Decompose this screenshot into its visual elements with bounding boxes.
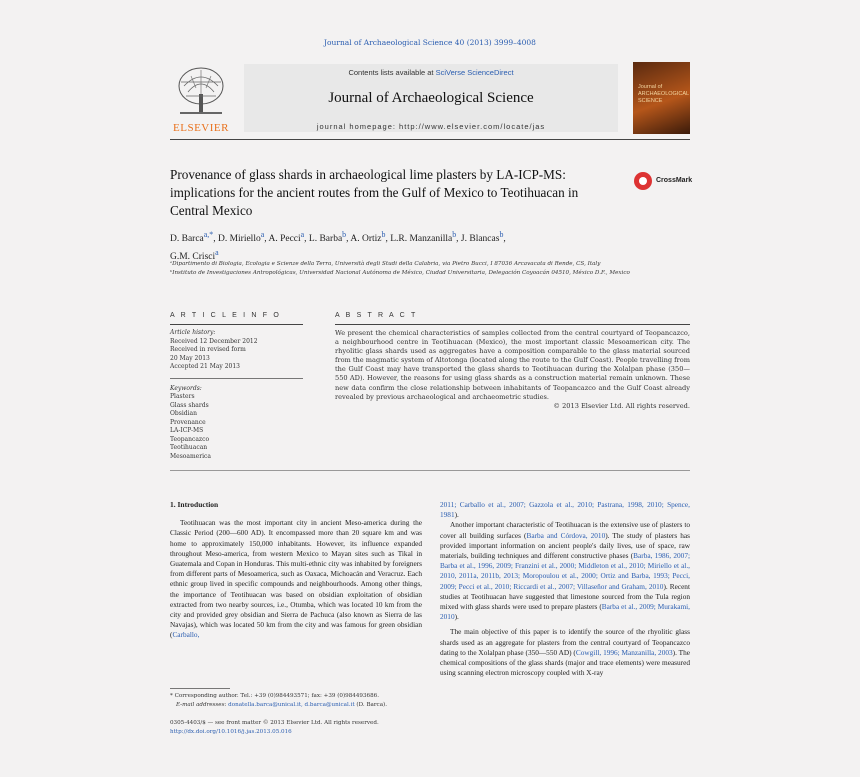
author[interactable]: D. Barca$^{a,*}$ (170, 230, 214, 245)
keyword: Glass shards (170, 401, 209, 409)
body-right-column (440, 500, 690, 678)
email-link[interactable]: donatella.barca@unical.it, d.barca@unical.it (228, 701, 355, 708)
keywords-label: Keywords: (170, 384, 202, 392)
affiliations (170, 260, 630, 278)
keyword: Provenance (170, 418, 206, 426)
keyword: Obsidian (170, 410, 197, 417)
journal-citation[interactable]: Journal of Archaeological Science 40 (2013) 3999–4008 (324, 38, 536, 47)
article-info (170, 329, 303, 461)
body-left-column (170, 500, 422, 641)
keyword: Plasters (170, 393, 195, 400)
article-info-heading: A R T I C L E I N F O (170, 312, 282, 319)
crossmark-label: CrossMark (656, 177, 693, 184)
email-line: E-mail addresses: donatella.barca@unical.it, d.barca@unical.it (D. Barca). (176, 701, 387, 708)
paragraph: 2011; Carballo et al., 2007; Gazzola et al., 2010; Pastrana, 1998, 2010; Spence, 1981). (440, 500, 690, 520)
paragraph: Teotihuacan was the most important city in ancient Meso-america during the Classic Period (200—600 AD). It encompassed more than 20 square km and was home to approximately 150,000 inhabitants. However, its influence expanded throughout Meso-america, from western Mexico to Mayan sites such as Tikal in Guatemala and Copan in Honduras. This multi-ethnic city was inhabited by foreigners from different parts of Mesoamerica, such as Oaxaca, Michoacán and Veracruz. Each ethnic group lived in specific compounds and neighbourhoods. Among other things, the importance of Teotihuacan was based on obsidian exploitation of obsidian extracted from two nearby sources, i.e., Otumba, which was located 10 km from the city and provided grey obsidian and Sierra de Pachuca (also known as Sierra de las Navajas), which was located 50 km from the city and was famous for green obsidian (Carballo, (170, 518, 422, 640)
article-info-rule (170, 324, 303, 325)
crossmark-badge[interactable] (634, 172, 694, 192)
journal-homepage[interactable]: journal homepage: http://www.elsevier.com/locate/jas (316, 122, 546, 131)
elsevier-logo[interactable] (170, 66, 232, 134)
citation-link[interactable]: Barba, 1986, 2007; Barba et al., 1996, 2009; Franzini et al., 2000; Middleton et al., 2010; Miriello et al., 2010, 2011a, 2011b, 2013; Moropoulou et al., 2000; Ortiz and Barba, 1993; Pecci, 2009; Pecci et al., 2010; Riccardi et al., 2007; Villaseñor and Graham, 2010 (440, 551, 691, 591)
corresponding-author: * Corresponding author. Tel.: +39 (0)984493571; fax: +39 (0)984493686. (170, 693, 379, 699)
paragraph: Another important characteristic of Teotihuacan is the extensive use of plasters to cover all building surfaces (Barba and Córdova, 2010). The study of plasters has provided important information on ancient people's daily lives, use of space, raw materials, building techniques and different constructive phases (Barba, 1986, 2007; Barba et al., 1996, 2009; Franzini et al., 2000; Middleton et al., 2010; Miriello et al., 2010, 2011a, 2011b, 2013; Moropoulou et al., 2000; Ortiz and Barba, 1993; Pecci, 2009; Pecci et al., 2010; Riccardi et al., 2007; Villaseñor and Graham, 2010). Recent studies at Teotihuacan have suggested that limestone sourced from the Tula region mixed with glass shards were used to prepare plasters (Barba et al., 2009; Murakami, 2010). (440, 520, 691, 622)
author[interactable]: J. Blancas$^b$ (460, 230, 504, 245)
citation-link[interactable]: Barba et al., 2009; Murakami, 2010 (440, 602, 690, 622)
article-title: Provenance of glass shards in archaeological lime plasters by LA-ICP-MS: implications for the ancient routes from the Gulf of Mexico to Teotihuacan in Central Mexico (170, 167, 579, 218)
front-matter-rule (170, 470, 690, 471)
affiliation-b: ᵇInstituto de Investigaciones Antropológicas, Universidad Nacional Autónoma de México, Ciudad Universitaria, Delegación Coyoacán 04510, México D.F., Mexico (170, 270, 630, 276)
issn-line: 0305-4403/$ — see front matter © 2013 Elsevier Ltd. All rights reserved. (170, 720, 379, 726)
elsevier-tree-icon (176, 66, 226, 116)
journal-info-box (244, 64, 618, 132)
author[interactable]: A. Ortiz$^b$ (350, 230, 386, 245)
crossmark-icon (634, 172, 652, 190)
contents-prefix: Contents lists available at (348, 68, 436, 77)
contents-line (244, 68, 618, 77)
footnote (170, 692, 430, 709)
history-item: Received 12 December 2012 (170, 337, 258, 345)
citation-link[interactable]: Barba and Córdova, 2010 (526, 530, 606, 540)
section-heading: 1. Introduction (170, 500, 219, 509)
keyword: Teopancazco (170, 435, 210, 443)
publisher-name: ELSEVIER (173, 122, 229, 134)
keyword: LA-ICP-MS (170, 427, 204, 434)
author[interactable]: G.M. Crisci$^a$ (170, 248, 219, 263)
author[interactable]: A. Pecci$^a$ (268, 230, 305, 245)
author[interactable]: L. Barba$^b$ (308, 230, 347, 245)
cover-text: Journal of ARCHAEOLOGICAL SCIENCE (638, 84, 689, 104)
citation-link[interactable]: 2011; Carballo et al., 2007; Gazzola et al., 2010; Pastrana, 1998, 2010; Spence, 1981 (440, 500, 690, 520)
citation-link[interactable]: Cowgill, 1996; Manzanilla, 2003 (575, 647, 673, 657)
copyright: © 2013 Elsevier Ltd. All rights reserved. (553, 401, 690, 410)
info-divider (170, 378, 303, 379)
history-item: Accepted 21 May 2013 (170, 363, 240, 370)
author[interactable]: L.R. Manzanilla$^b$ (390, 230, 457, 245)
abstract (335, 329, 690, 411)
sciencedirect-link[interactable]: SciVerse ScienceDirect (435, 68, 514, 77)
abstract-rule (335, 324, 690, 325)
abstract-heading: A B S T R A C T (335, 312, 418, 319)
abstract-text: We present the chemical characteristics of samples collected from the central courtyard of Teopancazco, a neighbourhood centre in Teotihuacan (Mexico), the most important classic Mesoamerican city. The rhyolitic glass shards used as aggregates have a composition comparable to the glass material sourced from the magmatic system of Altotonga (located along the route to the Gulf Coast). People travelling from the Gulf Coast may have transported the glass shards to Teotihuacan during the Xolalpan phase (350—550 AD). However, the reasons for using glass shards as a construction material remain unknown. These new data confirm the close relationship between inhabitants of Teopancazco and the Gulf Coast already revealed by previous archaeological and archaeometric studies. (335, 329, 690, 401)
header-rule (170, 139, 690, 140)
doi-link[interactable]: http://dx.doi.org/10.1016/j.jas.2013.05.016 (170, 728, 292, 735)
citation-link[interactable]: Carballo, (172, 630, 200, 640)
journal-title: Journal of Archaeological Science (328, 90, 534, 106)
footnote-rule (170, 688, 230, 689)
history-label: Article history: (170, 329, 216, 336)
front-matter-footer (170, 719, 470, 736)
keyword: Teotihuacan (170, 444, 208, 451)
paragraph: The main objective of this paper is to identify the source of the rhyolitic glass shards used as an aggregate for plasters from the central courtyard of Teopancazco dating to the Xolalpan phase (350—550 AD) (Cowgill, 1996; Manzanilla, 2003). The chemical compositions of the glass shards (major and trace elements) were measured using scanning electron microscopy coupled with X-ray (440, 627, 690, 678)
affiliation-a: ᵃDipartimento di Biologia, Ecologia e Scienze della Terra, Università degli Studi della Calabria, via Pietro Bucci, I 87036 Arcavacata di Rende, CS, Italy (170, 261, 601, 267)
history-item: Received in revised form (170, 346, 246, 353)
journal-header (170, 62, 690, 134)
keyword: Mesoamerica (170, 452, 211, 460)
history-item: 20 May 2013 (170, 354, 210, 362)
author-list: D. Barca$^{a,*}$, D. Miriello$^a$, A. Pecci$^a$, L. Barba$^b$, A. Ortiz$^b$, L.R. Manzanilla$^b$, J. Blancas$^b$, G.M. Crisci$^a$ (170, 230, 506, 263)
author[interactable]: D. Miriello$^a$ (217, 230, 265, 245)
journal-cover-thumbnail[interactable] (633, 62, 690, 134)
